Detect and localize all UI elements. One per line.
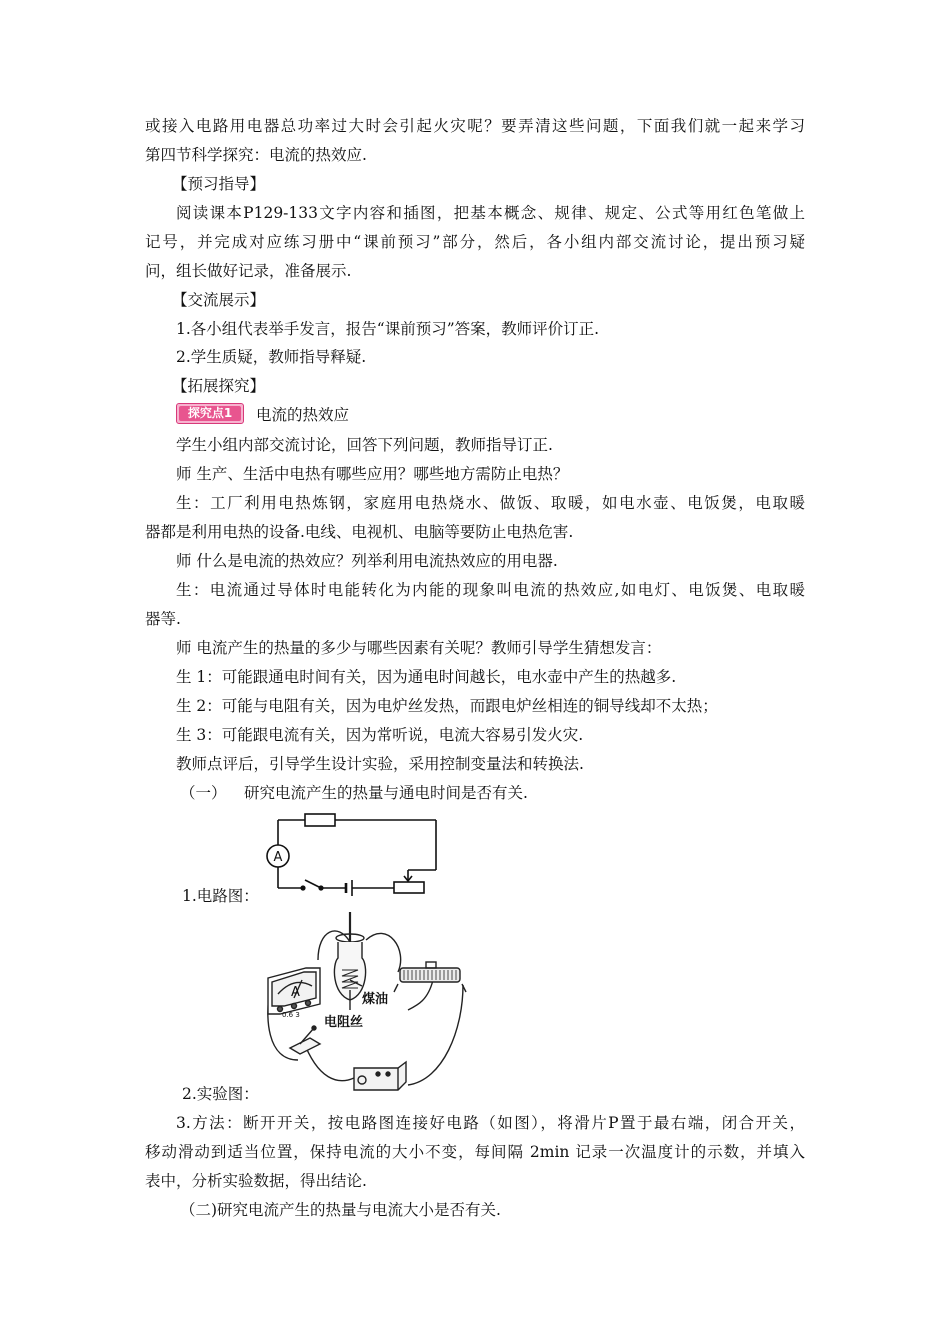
wire-right xyxy=(408,985,463,1085)
ammeter-device-label: A xyxy=(291,985,300,1000)
teacher-comment: 教师点评后，引导学生设计实验，采用控制变量法和转换法. xyxy=(176,755,584,773)
preview-line-3: 问，组长做好记录，准备展示. xyxy=(145,262,352,280)
resistor-symbol xyxy=(305,814,335,826)
teacher-question-1: 师 生产、生活中电热有哪些应用？哪些地方需防止电热？ xyxy=(176,465,569,483)
teacher-question-3: 师 电流产生的热量的多少与哪些因素有关呢？教师引导学生猜想发言： xyxy=(176,639,662,657)
power-supply xyxy=(354,1062,406,1090)
explore-point-badge xyxy=(176,403,244,424)
student-guess-2: 生 2：可能与电阻有关，因为电炉丝发热，而跟电炉丝相连的铜导线却不太热； xyxy=(176,697,718,715)
flask-with-heater xyxy=(334,912,365,1010)
wire-top-right xyxy=(366,933,401,972)
rheostat-symbol xyxy=(394,882,424,893)
explore-paragraph: 学生小组内部交流讨论，回答下列问题，教师指导订正. xyxy=(176,436,553,454)
ammeter-scale-label: 0.6 3 xyxy=(282,1011,300,1019)
intro-line-2: 第四节科学探究：电流的热效应. xyxy=(145,146,367,164)
student-answer-2-line-2: 器等. xyxy=(145,610,181,628)
method-line-3: 表中，分析实验数据，得出结论. xyxy=(145,1172,367,1190)
part-1-number: （一） xyxy=(180,784,227,802)
student-answer-2-line-1: 生：电流通过导体时电能转化为内能的现象叫电流的热效应,如电灯、电饭煲、电取暖 xyxy=(176,581,805,599)
preview-line-1: 阅读课本P129-133文字内容和插图，把基本概念、规律、规定、公式等用红色笔做上 xyxy=(176,204,805,222)
student-guess-1: 生 1：可能跟通电时间有关，因为通电时间越长，电水壶中产生的热越多. xyxy=(176,668,677,686)
part-2-title: （二)研究电流产生的热量与电流大小是否有关. xyxy=(180,1201,501,1219)
method-line-2: 移动滑动到适当位置，保持电流的大小不变，每间隔 2min 记录一次温度计的示数，并填入 xyxy=(145,1143,805,1161)
preview-line-2: 记号，并完成对应练习册中“课前预习”部分，然后，各小组内部交流讨论，提出预习疑 xyxy=(145,233,805,251)
resistor-wire-label: 电阻丝 xyxy=(324,1015,364,1030)
exchange-heading: 【交流展示】 xyxy=(172,291,266,309)
preview-heading: 【预习指导】 xyxy=(172,175,266,193)
exchange-item-2: 2.学生质疑，教师指导释疑. xyxy=(176,348,367,366)
circuit-label: 1.电路图： xyxy=(182,887,259,905)
exchange-item-1: 1.各小组代表举手发言，报告“课前预习”答案，教师评价订正. xyxy=(176,320,600,338)
student-answer-1-line-2: 器都是利用电热的设备.电线、电视机、电脑等要防止电热危害. xyxy=(145,523,574,541)
ammeter-symbol-label: A xyxy=(273,850,283,865)
explore-topic: 电流的热效应 xyxy=(256,406,350,424)
student-guess-3: 生 3：可能跟电流有关，因为常听说，电流大容易引发火灾. xyxy=(176,726,584,744)
teacher-question-2: 师 什么是电流的热效应？列举利用电流热效应的用电器. xyxy=(176,552,558,570)
part-1-title: 研究电流产生的热量与通电时间是否有关. xyxy=(244,784,528,802)
experiment-label: 2.实验图： xyxy=(182,1085,259,1103)
knife-switch xyxy=(290,1026,320,1054)
method-line-1: 3.方法：断开开关，按电路图连接好电路（如图），将滑片P置于最右端，闭合开关， xyxy=(176,1114,805,1132)
experiment-illustration xyxy=(258,910,478,1100)
explore-heading: 【拓展探究】 xyxy=(172,377,266,395)
intro-line-1: 或接入电路用电器总功率过大时会引起火灾呢？要弄清这些问题，下面我们就一起来学习 xyxy=(145,117,805,135)
switch-lever xyxy=(305,880,321,888)
explore-point-badge-label: 探究点1 xyxy=(179,406,241,421)
kerosene-label: 煤油 xyxy=(362,992,389,1007)
student-answer-1-line-1: 生：工厂利用电热炼钢，家庭用电热烧水、做饭、取暖，如电水壶、电饭煲，电取暖 xyxy=(176,494,805,512)
circuit-diagram xyxy=(260,808,450,898)
